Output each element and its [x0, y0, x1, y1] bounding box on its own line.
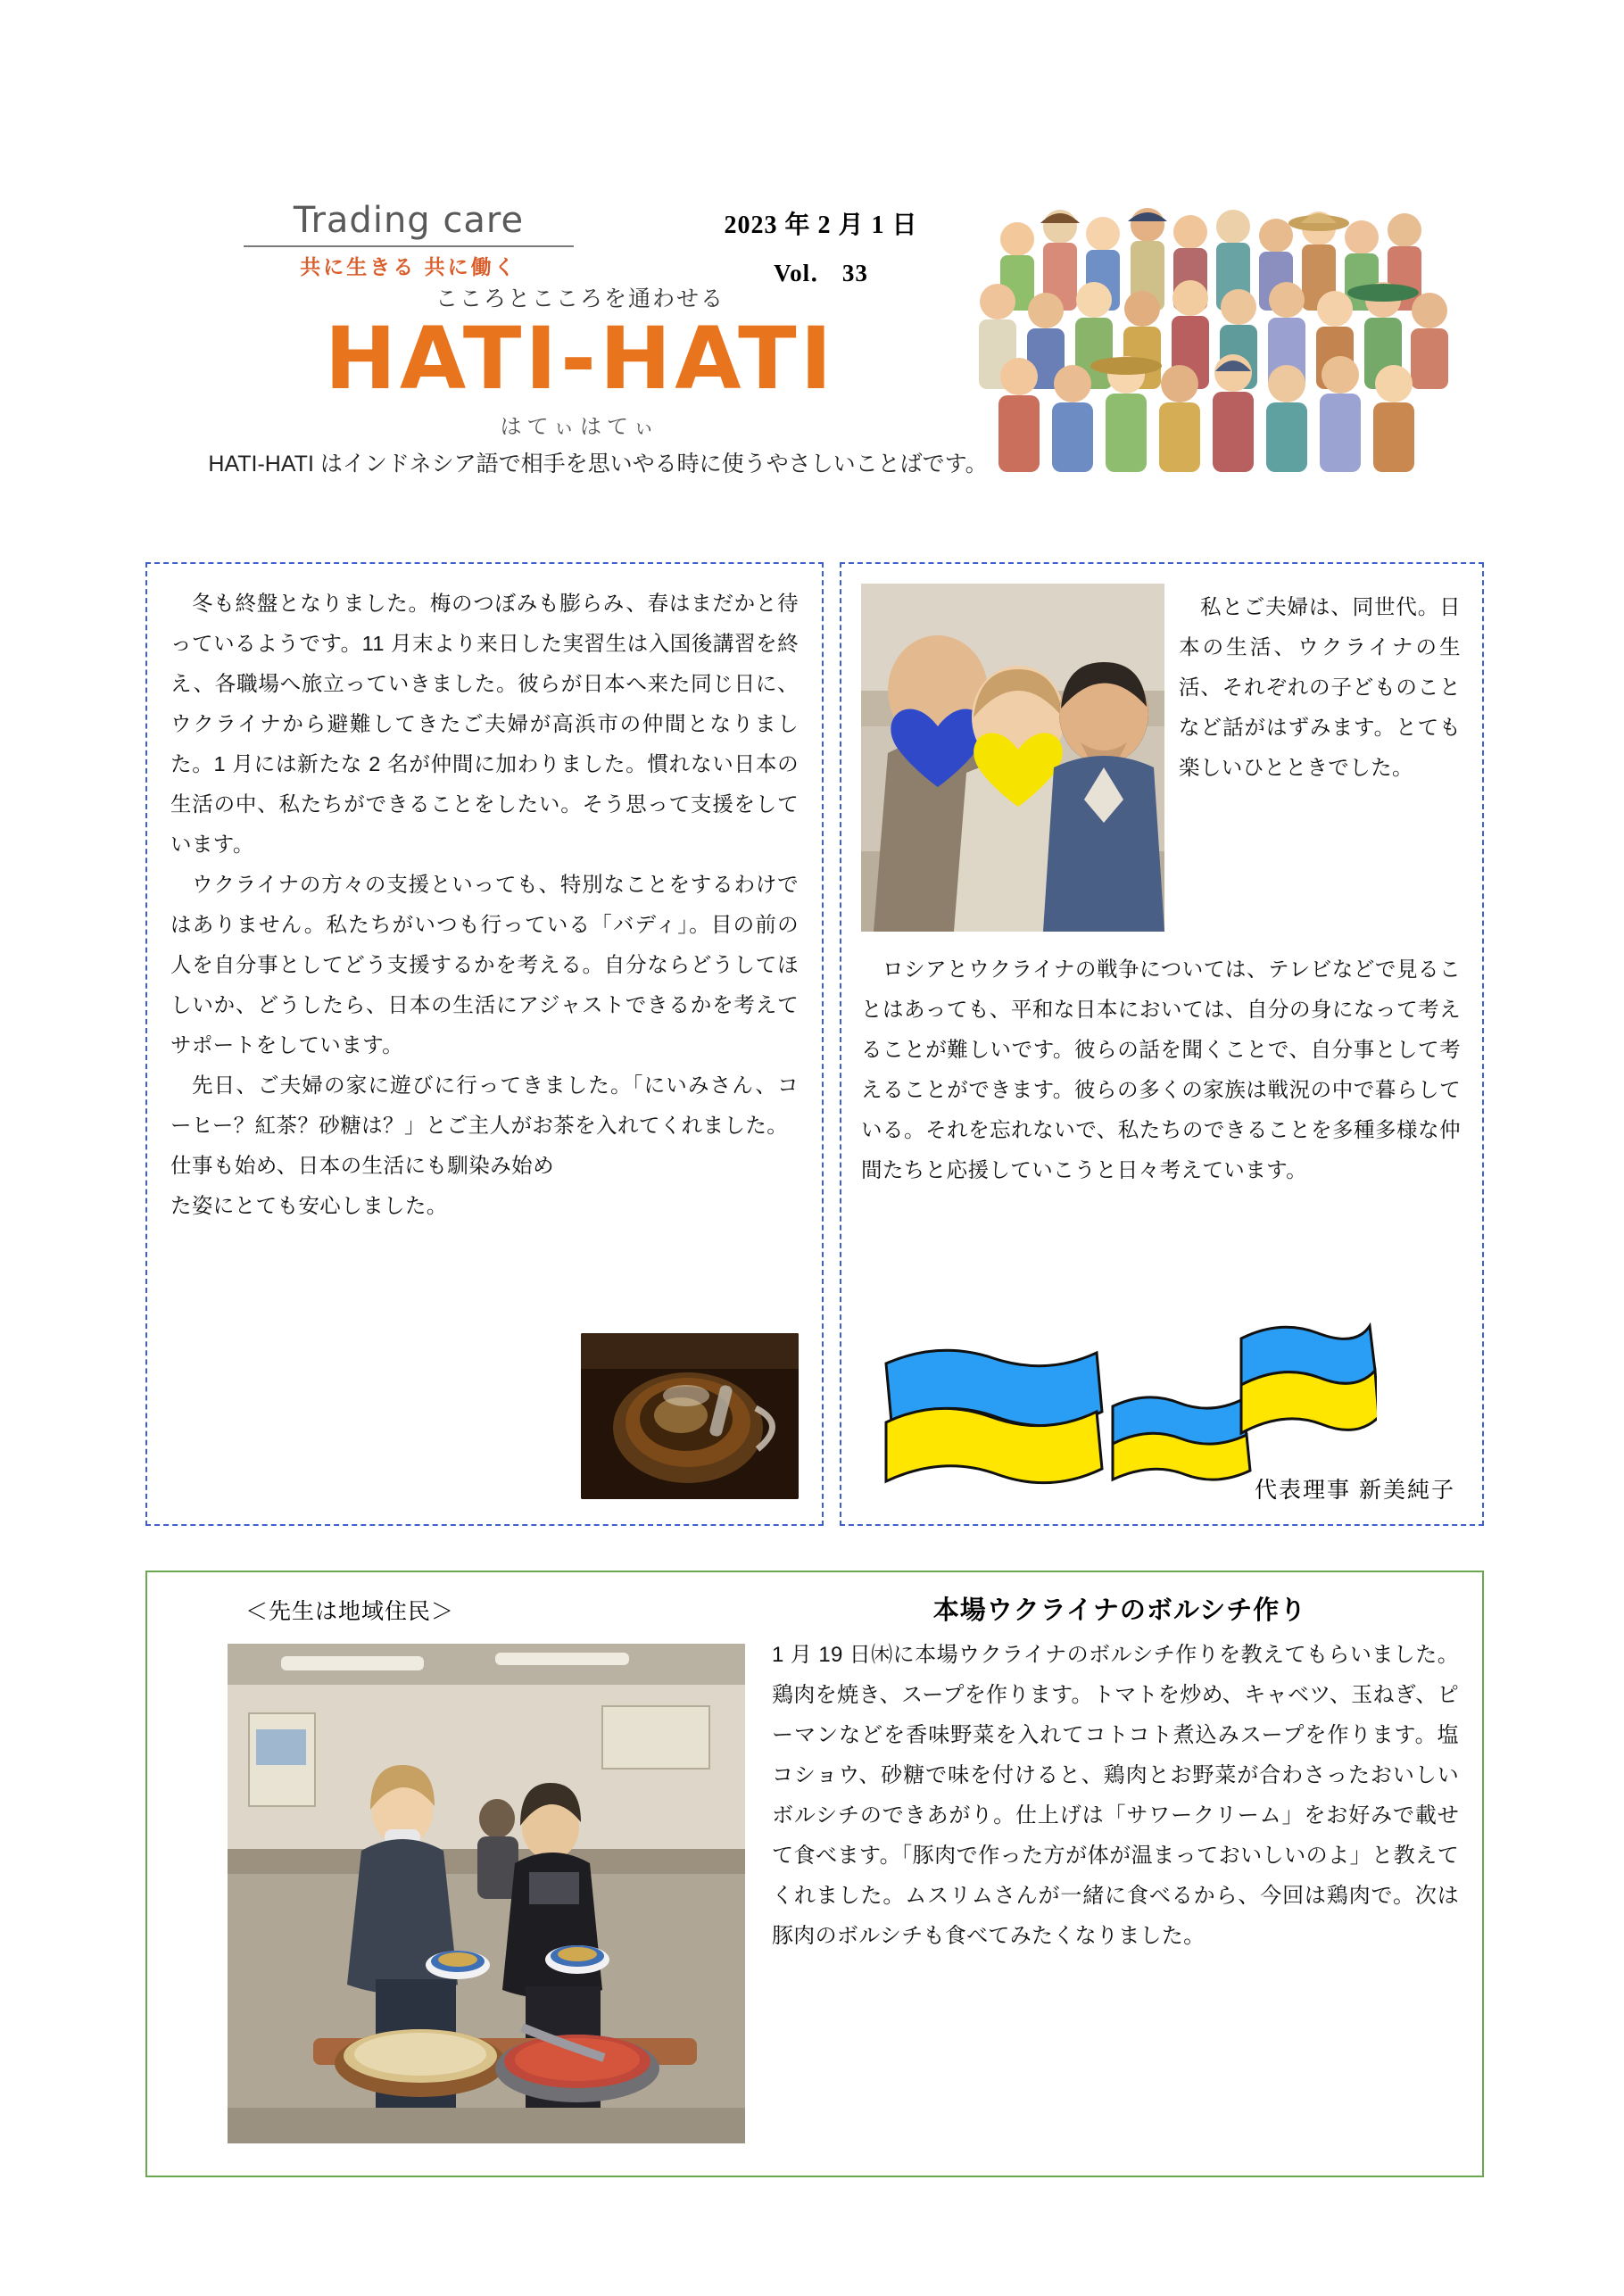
left-paragraph-3: 先日、ご夫婦の家に遊びに行ってきました。「にいみさん、コーヒー？紅茶？砂糖は？」とご主人がお茶を入れてくれました。: [170, 1073, 799, 1137]
left-article-box: [145, 562, 824, 1526]
brand-divider: [244, 245, 574, 247]
left-paragraph-4: 仕事も始め、日本の生活にも馴染み始めた姿にとても安心しました。: [170, 1154, 554, 1217]
borscht-cooking-class-photo: [228, 1644, 745, 2143]
right-text-bottom: ロシアとウクライナの戦争については、テレビなどで見ることはあっても、平和な日本においては、自分の身になって考えることが難しいです。彼らの話を聞くことで、自分事として考えることができます。彼らの多くの家族は戦況の中で暮らしている。それを忘れないで、私たちのできることを多種多様な仲間たちと応援していこうと日々考えています。: [861, 957, 1461, 1181]
bottom-article-title: 本場ウクライナのボルシチ作り: [932, 1596, 1307, 1625]
ukraine-flags-illustration: [877, 1321, 1377, 1490]
issue-date-block: [660, 205, 982, 288]
newsletter-header: [0, 187, 1624, 544]
header-kicker: こころとこころを通わせる: [435, 286, 725, 311]
brand-title: Trading care: [293, 200, 525, 241]
bottom-article-box: [145, 1571, 1484, 2177]
couple-with-heart-masks-photo: [861, 584, 1164, 932]
left-paragraph-1: 冬も終盤となりました。梅のつぼみも膨らみ、春はまだかと待っているようです。11 月末より来日した実習生は入国後講習を終え、各職場へ旅立っていきました。彼らが日本へ来た同じ日に、ウクライナから避難してきたご夫婦が高浜市の仲間となりました。1 月には新たな 2 名が仲間に加わりました。慣れない日本の生活の中、私たちができることをしたい。そう思って支援をしています。: [170, 592, 799, 856]
left-paragraph-2: ウクライナの方々の支援といっても、特別なことをするわけではありません。私たちがいつも行っている「バディ」。目の前の人を自分事としてどう支援するかを考える。自分ならどうしてほしいか、どうしたら、日本の生活にアジャストできるかを考えてサポートをしています。: [170, 873, 799, 1057]
left-article-body: [147, 564, 822, 1226]
photo-caption: ＜先生は地域住民＞: [245, 1599, 455, 1624]
tea-cup-photo: [581, 1333, 799, 1499]
brand-block: [230, 201, 587, 280]
header-tagline: HATI-HATI はインドネシア語で相手を思いやる時に使うやさしいことばです。: [208, 452, 988, 477]
page-title-kana: はてぃはてぃ: [500, 415, 660, 439]
people-of-the-world-illustration: [964, 187, 1472, 482]
issue-volume: Vol． 33: [774, 260, 868, 286]
right-article-box: [840, 562, 1484, 1526]
brand-subtitle: 共に生きる 共に働く: [300, 255, 518, 278]
page-title: HATI-HATI: [324, 309, 836, 409]
right-text-top: 私とご夫婦は、同世代。日本の生活、ウクライナの生活、それぞれの子どものことなど話がはずみます。とても楽しいひとときでした。: [1179, 595, 1461, 779]
bottom-article-text: 1 月 19 日㈭に本場ウクライナのボルシチ作りを教えてもらいました。鶏肉を焼き、スープを作ります。トマトを炒め、キャベツ、玉ねぎ、ピーマンなどを香味野菜を入れてコトコト煮込みスープを作ります。塩コショウ、砂糖で味を付けると、鶏肉とお野菜が合わさったおいしいボルシチのできあがり。仕上げは「サワークリーム」をお好みで載せて食べます。「豚肉で作った方が体が温まっておいしいのよ」と教えてくれました。ムスリムさんが一緒に食べるから、今回は鶏肉で。次は豚肉のボルシチも食べてみたくなりました。: [772, 1643, 1459, 1948]
article-signature: 代表理事 新美純子: [1255, 1478, 1455, 1503]
issue-date: 2023 年 2 月 1 日: [724, 211, 918, 239]
